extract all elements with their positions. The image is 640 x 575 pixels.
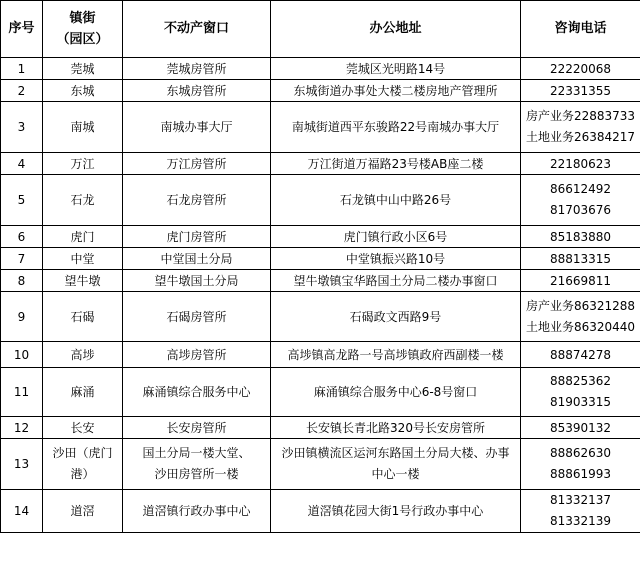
cell-no: 3 — [1, 102, 43, 153]
cell-town — [43, 342, 123, 368]
cell-phone-line: 88862630 — [549, 446, 612, 460]
cell-no: 7 — [1, 248, 43, 270]
cell-address — [271, 270, 521, 292]
cell-window-line: 石碣房管所 — [166, 309, 227, 324]
header-window: 不动产窗口 — [123, 1, 271, 58]
cell-window-line: 石龙房管所 — [166, 193, 227, 207]
cell-window — [123, 368, 271, 417]
cell-phone — [521, 226, 640, 248]
cell-phone — [521, 58, 640, 80]
cell-address-line: 虎门镇行政小区6号 — [343, 229, 448, 244]
cell-town — [43, 226, 123, 248]
cell-phone-line: 房产业务22883733 — [525, 109, 636, 123]
header-town-line1: 镇街 — [69, 11, 96, 26]
cell-no: 11 — [1, 368, 43, 417]
cell-address — [271, 490, 521, 533]
cell-window — [123, 58, 271, 80]
cell-phone-line: 85390132 — [549, 420, 612, 435]
cell-town — [43, 80, 123, 102]
table-row — [1, 368, 640, 417]
cell-window-line: 中堂国土分局 — [160, 251, 233, 266]
cell-address-line: 南城街道西平东骏路22号南城办事大厅 — [291, 120, 500, 134]
cell-address — [271, 439, 521, 490]
table-row — [1, 270, 640, 292]
cell-town — [43, 153, 123, 175]
cell-window — [123, 175, 271, 226]
cell-address-line: 万江街道万福路23号楼AB座二楼 — [307, 156, 484, 171]
cell-town-line: 石龙 — [70, 193, 95, 207]
cell-address — [271, 292, 521, 342]
cell-phone — [521, 342, 640, 368]
table-row — [1, 80, 640, 102]
header-address: 办公地址 — [271, 1, 521, 58]
cell-address-line: 长安镇长青北路320号长安房管所 — [306, 420, 485, 435]
cell-window-line: 南城办事大厅 — [160, 120, 233, 134]
cell-window — [123, 439, 271, 490]
cell-window-line: 万江房管所 — [166, 156, 227, 171]
cell-phone-line: 房产业务86321288 — [525, 298, 636, 313]
cell-town-line: 望牛墩 — [64, 273, 101, 288]
cell-phone — [521, 80, 640, 102]
cell-window — [123, 153, 271, 175]
cell-window — [123, 417, 271, 439]
cell-phone-line: 88813315 — [549, 251, 612, 266]
cell-phone-line: 土地业务86320440 — [525, 319, 636, 334]
cell-town-line: 麻涌 — [70, 385, 95, 399]
table-row — [1, 226, 640, 248]
table-row — [1, 292, 640, 342]
cell-town-line: 港） — [70, 467, 95, 481]
cell-window-line: 国土分局一楼大堂、 — [142, 446, 251, 460]
cell-no: 12 — [1, 417, 43, 439]
cell-phone-line: 88874278 — [549, 347, 612, 362]
cell-address-line: 中心一楼 — [371, 467, 420, 481]
cell-town-line: 沙田（虎门 — [52, 446, 113, 460]
table-row — [1, 439, 640, 490]
cell-address — [271, 226, 521, 248]
table-row — [1, 342, 640, 368]
cell-town — [43, 439, 123, 490]
cell-phone-line: 88825362 — [549, 374, 612, 388]
cell-town — [43, 417, 123, 439]
cell-town-line: 南城 — [70, 120, 95, 134]
cell-phone-line: 81332137 — [549, 493, 612, 507]
table-row — [1, 417, 640, 439]
cell-address — [271, 417, 521, 439]
cell-address — [271, 342, 521, 368]
cell-phone-line: 85183880 — [549, 229, 612, 244]
cell-window — [123, 226, 271, 248]
cell-address-line: 高埗镇高龙路一号高埗镇政府西副楼一楼 — [287, 347, 504, 362]
cell-address-line: 望牛墩镇宝华路国土分局二楼办事窗口 — [293, 273, 498, 288]
table-row — [1, 490, 640, 533]
header-town-line2: （园区） — [56, 32, 109, 47]
cell-town — [43, 368, 123, 417]
cell-no: 1 — [1, 58, 43, 80]
cell-town — [43, 58, 123, 80]
cell-phone-line: 88861993 — [549, 467, 612, 481]
cell-address-line: 石碣政文西路9号 — [349, 309, 442, 324]
cell-phone — [521, 153, 640, 175]
cell-town-line: 高埗 — [70, 347, 95, 362]
cell-window-line: 莞城房管所 — [166, 61, 227, 76]
header-town — [43, 1, 123, 58]
cell-window-line: 虎门房管所 — [166, 229, 227, 244]
cell-window-line: 望牛墩国土分局 — [154, 273, 239, 288]
cell-no: 13 — [1, 439, 43, 490]
cell-phone — [521, 368, 640, 417]
cell-phone-line: 22220068 — [549, 61, 612, 76]
cell-town-line: 道滘 — [70, 504, 95, 518]
cell-phone-line: 81703676 — [549, 203, 612, 217]
cell-window-line: 长安房管所 — [166, 420, 227, 435]
cell-town-line: 东城 — [70, 83, 95, 98]
cell-phone — [521, 248, 640, 270]
cell-no: 14 — [1, 490, 43, 533]
cell-address-line: 石龙镇中山中路26号 — [339, 193, 452, 207]
cell-window-line: 东城房管所 — [166, 83, 227, 98]
cell-address-line: 中堂镇振兴路10号 — [345, 251, 446, 266]
cell-phone-line: 86612492 — [549, 182, 612, 196]
cell-town — [43, 292, 123, 342]
cell-no: 10 — [1, 342, 43, 368]
header-phone: 咨询电话 — [521, 1, 640, 58]
cell-window — [123, 80, 271, 102]
cell-phone-line: 22180623 — [549, 156, 612, 171]
header-no: 序号 — [1, 1, 43, 58]
cell-no: 2 — [1, 80, 43, 102]
cell-phone — [521, 270, 640, 292]
cell-phone-line: 81332139 — [549, 514, 612, 528]
cell-town-line: 长安 — [70, 420, 95, 435]
cell-phone — [521, 292, 640, 342]
cell-address — [271, 175, 521, 226]
cell-window — [123, 248, 271, 270]
cell-phone — [521, 439, 640, 490]
cell-address — [271, 80, 521, 102]
cell-phone — [521, 490, 640, 533]
cell-town — [43, 490, 123, 533]
cell-town-line: 虎门 — [70, 229, 95, 244]
cell-town-line: 中堂 — [70, 251, 95, 266]
cell-no: 9 — [1, 292, 43, 342]
cell-phone-line: 土地业务26384217 — [525, 130, 636, 144]
cell-phone — [521, 417, 640, 439]
cell-address — [271, 58, 521, 80]
table-row — [1, 153, 640, 175]
cell-phone — [521, 175, 640, 226]
cell-window-line: 麻涌镇综合服务中心 — [142, 385, 251, 399]
cell-phone-line: 81903315 — [549, 395, 612, 409]
cell-no: 8 — [1, 270, 43, 292]
cell-address — [271, 248, 521, 270]
cell-town — [43, 175, 123, 226]
header-row — [1, 1, 640, 58]
cell-address-line: 沙田镇横流区运河东路国土分局大楼、办事 — [281, 446, 510, 460]
table-row — [1, 248, 640, 270]
cell-no: 5 — [1, 175, 43, 226]
cell-window — [123, 490, 271, 533]
cell-town-line: 石碣 — [70, 309, 95, 324]
cell-address-line: 莞城区光明路14号 — [345, 61, 446, 76]
cell-address — [271, 102, 521, 153]
cell-town-line: 莞城 — [70, 61, 95, 76]
cell-window — [123, 342, 271, 368]
cell-town — [43, 248, 123, 270]
cell-window-line: 道滘镇行政办事中心 — [142, 504, 251, 518]
cell-window — [123, 102, 271, 153]
cell-no: 4 — [1, 153, 43, 175]
cell-window — [123, 270, 271, 292]
cell-town-line: 万江 — [70, 156, 95, 171]
table-row — [1, 58, 640, 80]
table-row — [1, 175, 640, 226]
cell-address-line: 道滘镇花园大街1号行政办事中心 — [307, 504, 484, 518]
cell-phone-line: 21669811 — [549, 273, 612, 288]
table-row — [1, 102, 640, 153]
cell-phone — [521, 102, 640, 153]
cell-window — [123, 292, 271, 342]
cell-town — [43, 102, 123, 153]
cell-address — [271, 368, 521, 417]
cell-address — [271, 153, 521, 175]
cell-address-line: 东城街道办事处大楼二楼房地产管理所 — [293, 83, 498, 98]
cell-window-line: 高埗房管所 — [166, 347, 227, 362]
cell-phone-line: 22331355 — [549, 83, 612, 98]
cell-window-line: 沙田房管所一楼 — [154, 467, 239, 481]
cell-no: 6 — [1, 226, 43, 248]
cell-address-line: 麻涌镇综合服务中心6-8号窗口 — [313, 385, 478, 399]
cell-town — [43, 270, 123, 292]
